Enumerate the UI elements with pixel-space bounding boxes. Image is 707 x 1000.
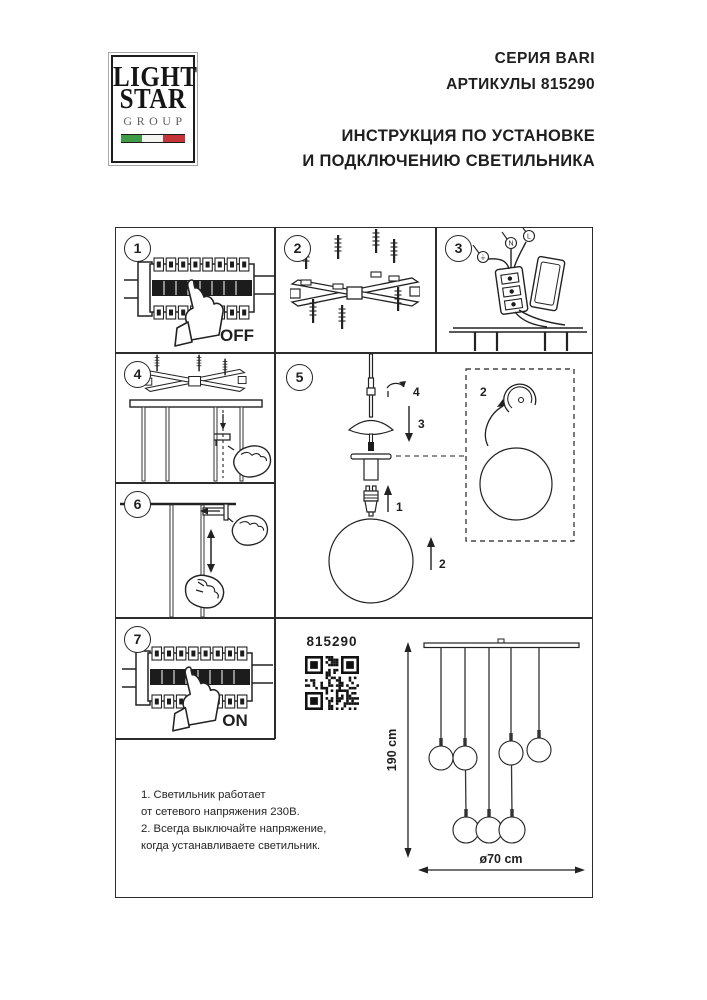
lightstar-logo bbox=[108, 52, 198, 166]
note-line: когда устанавливаете светильник. bbox=[141, 840, 321, 852]
step-number-badge: 1 bbox=[124, 235, 151, 262]
step-panel-1 bbox=[116, 228, 275, 353]
hand-icon bbox=[230, 513, 270, 549]
instruction-grid bbox=[115, 227, 593, 898]
exploded-assembly-illustration bbox=[276, 354, 594, 617]
note-line: 2. Всегда выключайте напряжение, bbox=[141, 823, 327, 835]
terminal-earth-label: ⏚ bbox=[479, 254, 487, 262]
callout-3: 3 bbox=[418, 417, 425, 431]
step-panel-6 bbox=[116, 484, 275, 617]
callout-2: 2 bbox=[439, 557, 446, 571]
step-number-badge: 2 bbox=[284, 235, 311, 262]
step-panel-7 bbox=[116, 619, 273, 738]
step-panel-4 bbox=[116, 354, 275, 482]
pendant-dimension-drawing bbox=[384, 630, 596, 894]
step-number-badge: 5 bbox=[286, 364, 313, 391]
hand-icon bbox=[182, 572, 227, 612]
terminal-l-label: L bbox=[527, 233, 531, 241]
qr-code bbox=[305, 656, 359, 710]
instruction-title bbox=[302, 124, 595, 174]
height-dimension-label: 190 cm bbox=[385, 728, 399, 772]
instruction-title-line2: И ПОДКЛЮЧЕНИЮ СВЕТИЛЬНИКА bbox=[302, 152, 595, 170]
lightstar-logo-inner bbox=[111, 55, 198, 163]
diameter-dimension-label: ø70 cm bbox=[479, 852, 523, 866]
step-number-badge: 4 bbox=[124, 361, 151, 388]
grid-divider bbox=[116, 738, 275, 740]
notes-block bbox=[141, 787, 326, 855]
note-line: от сетевого напряжения 230В. bbox=[141, 806, 300, 818]
header-block bbox=[302, 50, 595, 174]
series-title: СЕРИЯ BARI bbox=[494, 50, 595, 67]
article-number: 815290 bbox=[306, 634, 358, 649]
callout-1: 1 bbox=[396, 500, 403, 514]
instruction-title-line1: ИНСТРУКЦИЯ ПО УСТАНОВКЕ bbox=[341, 127, 595, 145]
terminal-n-label: N bbox=[508, 240, 514, 248]
step-number-badge: 7 bbox=[124, 626, 151, 653]
step-panel-5 bbox=[276, 354, 594, 617]
breaker-on-label: ON bbox=[222, 711, 248, 730]
step-number-badge: 3 bbox=[445, 235, 472, 262]
step-number-badge: 6 bbox=[124, 491, 151, 518]
breaker-off-label: OFF bbox=[220, 326, 254, 345]
callout-4: 4 bbox=[413, 385, 420, 399]
logo-word-light: LIGHT bbox=[113, 62, 198, 93]
note-line: 1. Светильник работает bbox=[141, 789, 266, 801]
logo-word-star: STAR bbox=[119, 84, 187, 115]
detail-label: 2 bbox=[480, 385, 487, 399]
article-title: АРТИКУЛЫ 815290 bbox=[446, 76, 595, 93]
italy-flag-bar bbox=[121, 134, 185, 143]
logo-word-group: GROUP bbox=[123, 114, 187, 128]
step-panel-2 bbox=[276, 228, 435, 353]
hand-icon bbox=[231, 442, 274, 481]
step-panel-3 bbox=[437, 228, 594, 353]
